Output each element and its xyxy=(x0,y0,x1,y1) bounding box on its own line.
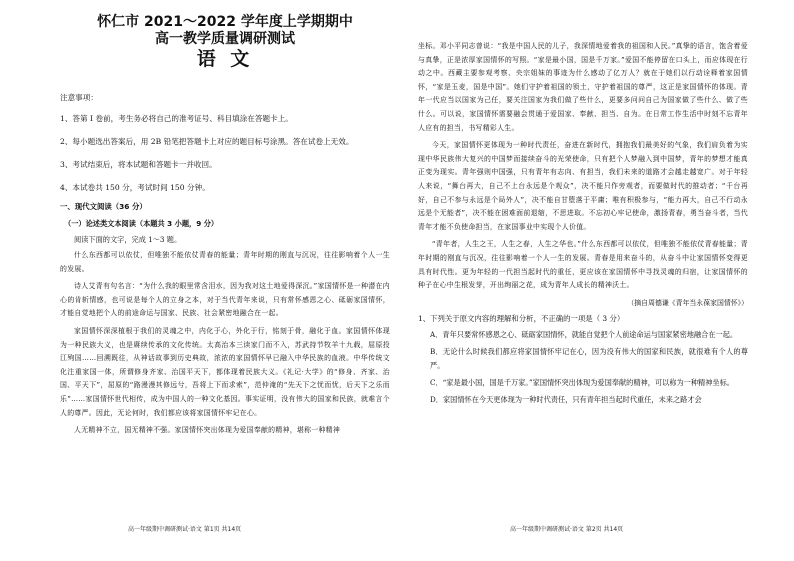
exam-title-line2: 高一教学质量调研测试 xyxy=(155,31,295,47)
option-c: C．“家是最小国，国是千万家。”家国情怀突出体现为爱国奉献的精神，可以称为一种精神坐标。 xyxy=(430,377,734,387)
right-page xyxy=(418,0,748,561)
passage-paragraph-1: 什么东西都可以依仗，但唯独不能依仗青春的能量；青年时期的刚直与沉况，往往影响着个人一生的发展。 xyxy=(60,251,390,273)
exam-title-line1: 怀仁市 2021～2022 学年度上学期期中 xyxy=(97,14,353,30)
notes-heading: 注意事项： xyxy=(60,93,98,102)
footer-right: 高一年级期中调研测试·语文 第2页 共14页 xyxy=(510,526,624,533)
note-4: 4、本试卷共 150 分，考试时间 150 分钟。 xyxy=(60,183,210,192)
left-page xyxy=(60,0,390,561)
note-2: 2、每小题选出答案后，用 2B 铅笔把答题卡上对应的题目标号涂黑。答在试卷上无效。 xyxy=(60,137,354,146)
passage-source: （摘自周德谦《青年当永葆家国情怀》） xyxy=(627,298,748,307)
section-heading: 一、现代文阅读（36 分） xyxy=(60,202,147,211)
option-b: B．无论什么时候我们都应将家国情怀牢记在心，因为没有伟大的国家和民族，就很难有个人的尊严。 xyxy=(430,347,748,370)
option-d: D．家国情怀在今天更体现为一种时代责任，只有青年担当起时代重任，未来之路才会 xyxy=(430,395,702,405)
footer-left: 高一年级期中调研测试·语文 第1页 共14页 xyxy=(128,526,242,533)
option-a: A．青年只要常怀感恩之心、砥砺家国情怀，就能自觉把个人前途命运与国家紧密地融合在一起。 xyxy=(430,329,738,339)
reading-instruction: 阅读下面的文字，完成 1～3 题。 xyxy=(74,235,182,244)
note-3: 3、考试结束后，将本试题和答题卡一并收回。 xyxy=(60,160,217,169)
passage-paragraph-3: 家国情怀深深植根于我们的灵魂之中，内化于心，外化于行，铭刻于骨，融化于血。家国情怀体现为一种民族大义，也是赓续传承的文化传统。太高治本三读家门而不入，苏武持节牧羊十九载，屈原投江殉国……回溯既往，从神话故事到历史典故，浓浓的家国情怀早已融入中华民族的血液。中华传统文化注重家国一体，所谓修身齐家、治国平天下，都体现着民族大义。《礼记·大学》的“修身、齐家、治国、平天下”，屈原的“路漫漫其修远兮，吾将上下而求索”，范仲淹的“先天下之忧而忧，后天下之乐而乐”……家国情怀世代相传，成为中国人的一种文化基因。事实证明，没有伟大的国家和民族，就难言个人的尊严。因此，无论何时，我们都应该将家国情怀牢记在心。 xyxy=(60,326,390,417)
passage-paragraph-7: “青年者，人生之王，人生之春，人生之华也。”什么东西都可以依仗，但唯独不能依仗青春能量；青年时期的刚直与沉况，往往影响着一个人一生的发展。青春是用来奋斗的，从奋斗中让家国情怀变得更具有时代性。更为年轻的一代担当起时代的重任，更应该在家国情怀中寻找灵魂的归宿，让家国情怀的种子在心中生根发芽，开出绚丽之花，成为青年人成长的精神沃土。 xyxy=(418,240,748,290)
question-1: 1、下列关于原文内容的理解和分析，不正确的一项是（ 3 分） xyxy=(418,313,625,323)
passage-paragraph-2: 诗人艾青有句名言：“为什么我的眼里常含泪水，因为我对这土地爱得深沉。”家国情怀是一种潜在内心的肯斩情感，也可说是每个人的立身之本，对于当代青年来说，只有常怀感恩之心、砥砺家国情怀，才能自觉地把个人的前途命运与国家、民族、社会紧密地融合在一起。 xyxy=(60,282,390,318)
exam-subject: 语 文 xyxy=(196,48,254,70)
note-1: 1、答第 I 卷前，考生务必将自己的准考证号、科目填涂在答题卡上。 xyxy=(60,114,293,123)
passage-paragraph-6: 今天，家国情怀更体现为一种时代责任，奋进在新时代，拥抱我们最美好的气象，我们肩负着为实现中华民族伟大复兴的中国梦而接续奋斗的光荣使命，只有把个人梦融入到中国梦，青年的梦想才能真正变为现实。青年强则中国强，只有青年有志向、有担当，我们未来的道路才会越走越宽广。对于年轻人来说，“舞台再大，自己不上台永远是个观众”，决不能只作旁观者，而要做时代的推动者；“千台再好，自己不参与永远是个局外人”，决不能自甘堕落于平庸；唯有积极参与，“能力再大，自己不行动永远是个无能者”，决不能在困难面前退缩，不思进取。不忘初心牢记使命，激扬青春，勇当奋斗者，当代青年才能不负使命担当，在家国事业中实现个人价值。 xyxy=(418,141,748,231)
passage-paragraph-4: 人无精神不立，国无精神不强。家国情怀突出体现为爱国奉献的精神，堪称一种精神 xyxy=(74,426,341,435)
subsection-heading: （一）论述类文本阅读（本题共 3 小题，9 分） xyxy=(64,219,219,228)
exam-title-block xyxy=(60,14,390,70)
passage-paragraph-5: 坐标。邓小平同志曾说：“我是中国人民的儿子，我深情地爱着我的祖国和人民。”真挚的语言，饱含着爱与真挚，正是浓厚家国情怀的写照。“家是最小国，国是千万家。”爱国不能停留在口头上，而应体现在行动之中。西藏主要参观考察、央宗姐妹的事迹为什么感动了亿万人？就在于她们以行动诠释着家国情怀，“家是玉麦，国是中国”。她们守护着祖国的领土，守护着祖国的尊严，这正是家国情怀的体现。青年一代应当以国家为己任，要关注国家为我们做了些什么，更要多问问自己为国家做了些什么、做了些什么。可以说，家国情怀需要融会贯通于爱国家、奉献、担当、自为。在日常工作生活中时刻不忘青年人应有的担当，书写精彩人生。 xyxy=(418,42,748,132)
